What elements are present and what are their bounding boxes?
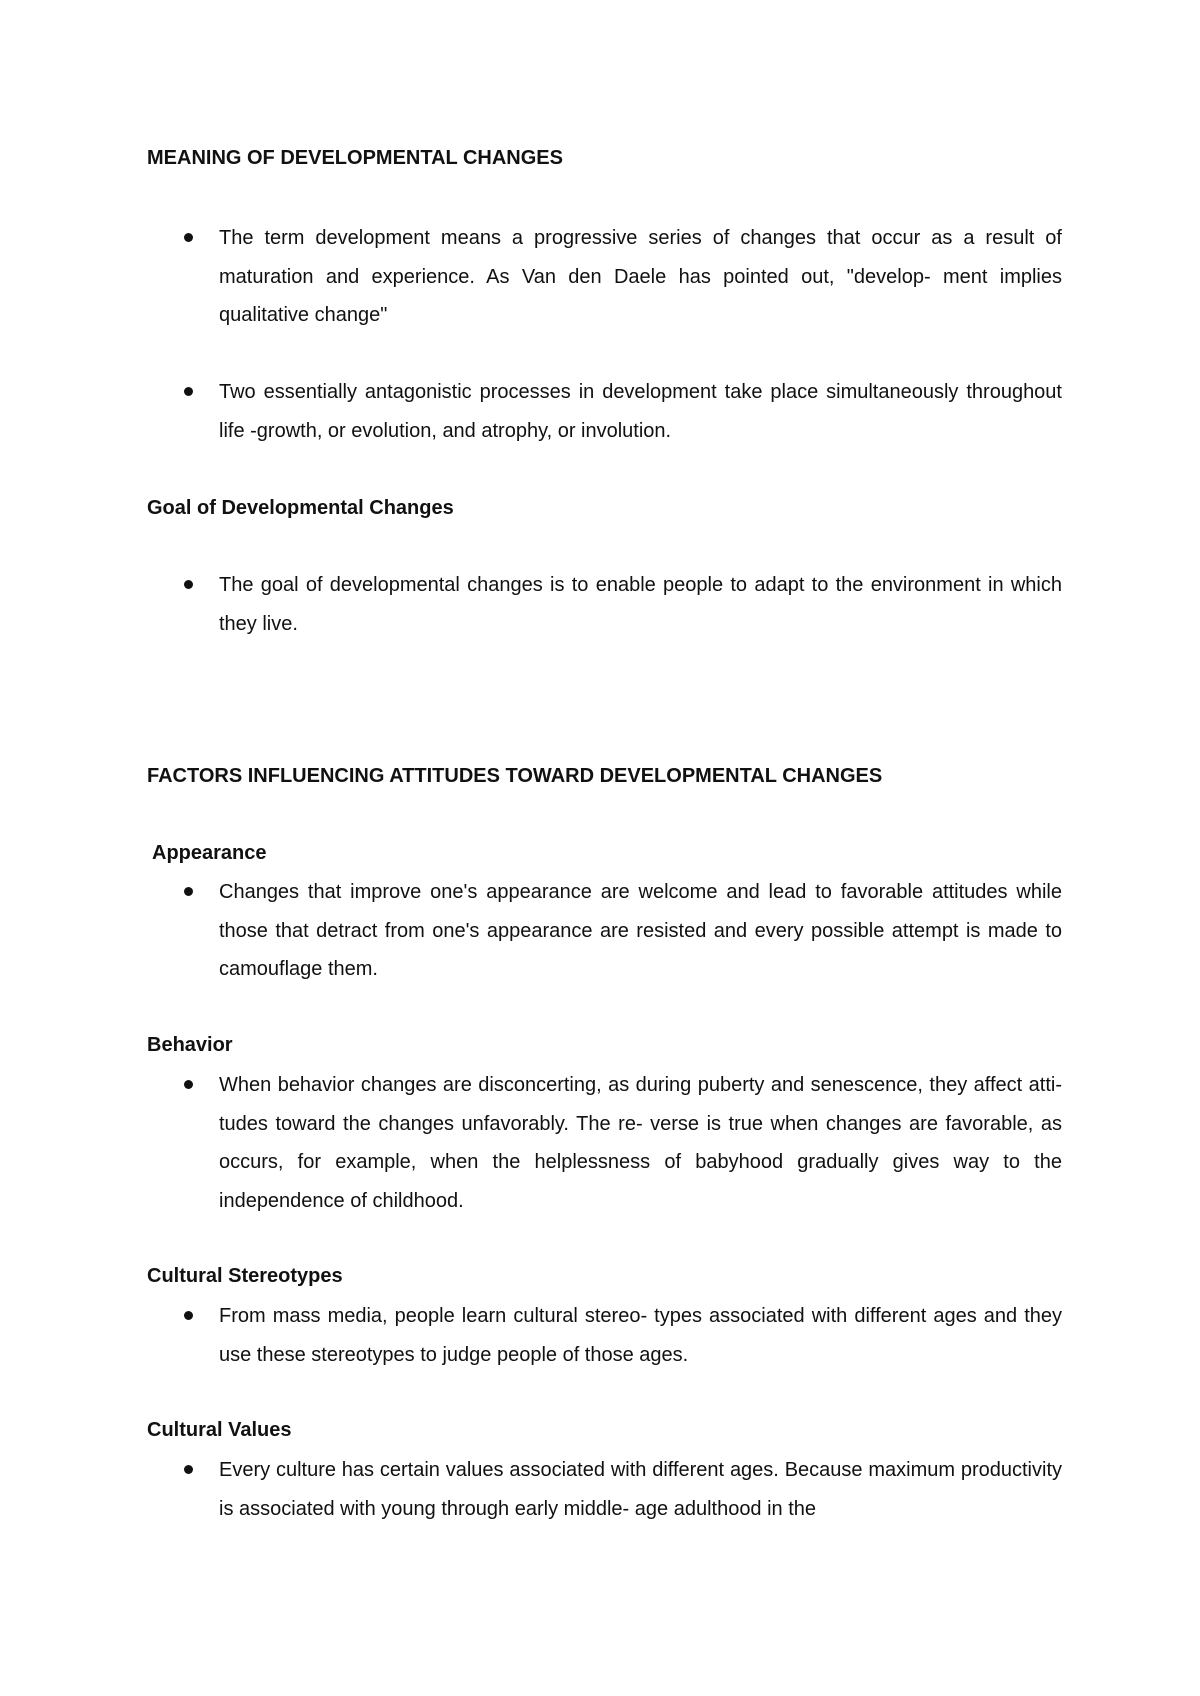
heading-factors: FACTORS INFLUENCING ATTITUDES TOWARD DEVELOPMENTAL CHANGES	[147, 765, 883, 787]
bullet-cultural-values: Every culture has certain values associated with different ages. Because maximum productivity is associated with young through early middle- age adulthood in the	[219, 1459, 1062, 1520]
bullet-dot	[184, 1465, 193, 1474]
bullet-dot	[184, 233, 193, 242]
bullet-dot	[184, 580, 193, 589]
bullet-goal-1: The goal of developmental changes is to enable people to adapt to the environment in which they live.	[219, 574, 1062, 635]
heading-cultural-stereotypes: Cultural Stereotypes	[147, 1265, 343, 1287]
bullet-appearance: Changes that improve one's appearance are welcome and lead to favorable attitudes while those that detract from one's appearance are resisted and every possible attempt is made to camouflage them.	[219, 881, 1062, 980]
bullet-cultural-stereotypes: From mass media, people learn cultural stereo- types associated with different ages and they use these stereotypes to judge people of those ages.	[219, 1305, 1062, 1366]
bullet-dot	[184, 387, 193, 396]
bullet-behavior: When behavior changes are disconcerting, as during puberty and senescence, they affect atti- tudes toward the changes unfavorably. The re- verse is true when changes are favorable, as occurs, for example, when the helplessness of babyhood gradually gives way to the independence of childhood.	[219, 1074, 1062, 1212]
heading-goal: Goal of Developmental Changes	[147, 497, 454, 519]
heading-cultural-values: Cultural Values	[147, 1419, 292, 1441]
bullet-dot	[184, 1311, 193, 1320]
bullet-meaning-1: The term development means a progressive series of changes that occur as a result of maturation and experience. As Van den Daele has pointed out, "develop- ment implies qualitative change"	[219, 227, 1062, 326]
bullet-dot	[184, 887, 193, 896]
heading-behavior: Behavior	[147, 1034, 233, 1056]
bullet-meaning-2: Two essentially antagonistic processes in development take place simultaneously throughout life -growth, or evolution, and atrophy, or involution.	[219, 381, 1062, 442]
bullet-dot	[184, 1080, 193, 1089]
heading-meaning: MEANING OF DEVELOPMENTAL CHANGES	[147, 147, 563, 169]
heading-appearance: Appearance	[152, 842, 267, 864]
